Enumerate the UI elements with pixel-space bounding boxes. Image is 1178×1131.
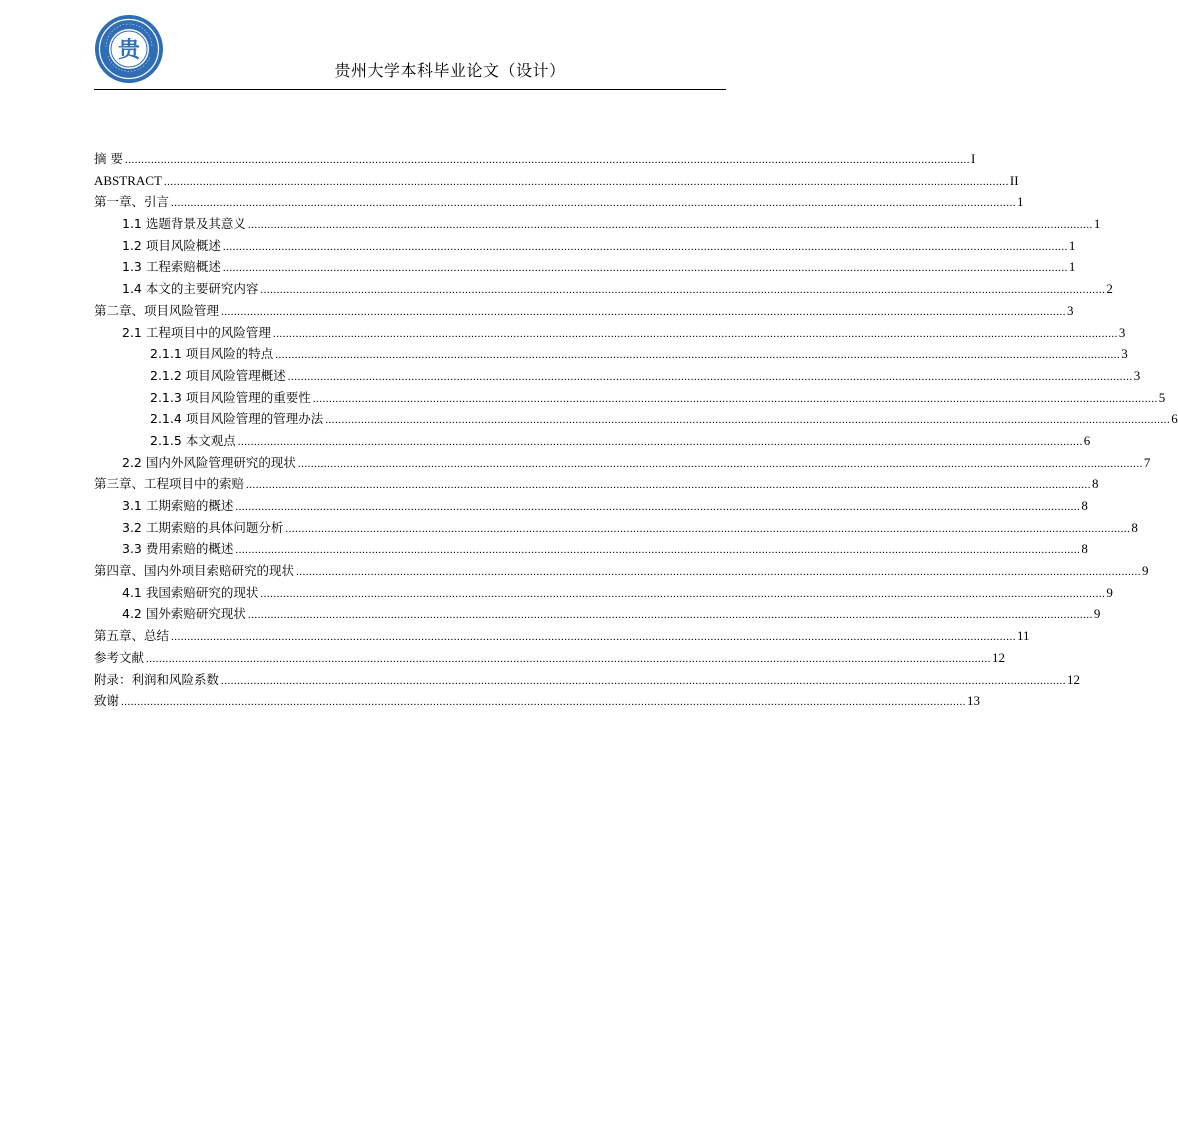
toc-entry[interactable] [94,235,1076,257]
toc-entry[interactable] [94,430,1091,452]
toc-dot-leader: .................................................................................................................................................................................................................................................................... [221,305,1067,318]
toc-entry[interactable] [94,603,1101,625]
toc-dot-leader: .................................................................................................................................................................................................................................................................... [221,674,1067,687]
toc-entry-title: 致谢 [94,693,120,709]
toc-dot-leader: .................................................................................................................................................................................................................................................................... [285,522,1131,535]
toc-dot-leader: .................................................................................................................................................................................................................................................................... [312,392,1158,405]
toc-entry-title: 1.4 本文的主要研究内容 [122,281,259,297]
toc-entry-page: 3 [1118,324,1126,340]
toc-entry-title: 第一章、引言 [94,194,170,210]
toc-dot-leader: .................................................................................................................................................................................................................................................................... [325,414,1171,427]
toc-entry[interactable] [94,517,1138,539]
toc-dot-leader: .................................................................................................................................................................................................................................................................... [163,175,1009,188]
toc-entry[interactable] [94,148,976,170]
toc-entry-page: 3 [1121,346,1128,362]
toc-entry[interactable] [94,669,1081,691]
toc-entry[interactable] [94,170,1019,192]
toc-entry-title: 参考文献 [94,649,145,665]
toc-entry[interactable] [94,690,981,712]
toc-entry-title: 2.1 工程项目中的风险管理 [122,324,271,340]
toc-dot-leader: .................................................................................................................................................................................................................................................................... [235,501,1081,513]
toc-entry[interactable] [94,365,1141,387]
toc-entry-title: 第四章、国内外项目索赔研究的现状 [94,563,295,579]
toc-dot-leader: .................................................................................................................................................................................................................................................................... [296,566,1142,579]
toc-entry-title: 3.2 工期索赔的具体问题分析 [122,519,284,535]
toc-entry-page: 3 [1067,302,1074,318]
toc-dot-leader: .................................................................................................................................................................................................................................................................... [124,154,970,166]
toc-entry-page: 1 [1017,194,1024,210]
toc-entry-page: 8 [1092,476,1099,492]
toc-entry-title: 2.2 国内外风险管理研究的现状 [122,454,296,470]
toc-dot-leader: .................................................................................................................................................................................................................................................................... [222,240,1068,253]
toc-dot-leader: .................................................................................................................................................................................................................................................................... [246,479,1092,492]
toc-entry-page: 11 [1017,628,1030,644]
toc-entry-page: 1 [1093,216,1101,232]
logo-glyph: 贵 [117,38,141,63]
toc-dot-leader: .................................................................................................................................................................................................................................................................... [287,370,1133,383]
toc-entry-page: 1 [1068,237,1076,253]
toc-entry-page: 8 [1081,498,1088,513]
toc-entry-title: 4.1 我国索赔研究的现状 [122,584,259,600]
toc-entry-page: 3 [1133,367,1141,383]
toc-entry-title: 2.1.1 项目风险的特点 [150,346,274,362]
toc-entry[interactable] [94,582,1113,604]
toc-entry-page: 5 [1158,389,1166,405]
toc-entry[interactable] [94,343,1128,365]
toc-entry[interactable] [94,300,1074,322]
toc-entry[interactable] [94,191,1024,213]
toc-entry-page: 8 [1081,541,1088,557]
toc-entry-page: 6 [1171,411,1178,427]
toc-dot-leader: .................................................................................................................................................................................................................................................................... [235,544,1081,557]
toc-entry-page: 12 [992,649,1006,665]
toc-dot-leader: .................................................................................................................................................................................................................................................................... [247,219,1093,232]
toc-dot-leader: .................................................................................................................................................................................................................................................................... [171,631,1017,644]
toc-entry[interactable] [94,408,1178,430]
toc-entry-page: II [1009,172,1019,188]
toc-entry-title: 2.1.3 项目风险管理的重要性 [150,389,311,405]
toc-entry-title: 第二章、项目风险管理 [94,302,220,318]
toc-dot-leader: .................................................................................................................................................................................................................................................................... [260,284,1106,297]
toc-entry-title: ABSTRACT [94,172,162,188]
header-rule [94,89,726,90]
toc-entry[interactable] [94,256,1076,278]
toc-dot-leader: .................................................................................................................................................................................................................................................................... [237,435,1083,448]
toc-entry[interactable] [94,560,1149,582]
toc-entry-title: 1.3 工程索赔概述 [122,259,221,275]
toc-entry-title: 2.1.4 项目风险管理的管理办法 [150,411,324,427]
university-seal-icon [94,14,164,84]
toc-dot-leader: .................................................................................................................................................................................................................................................................... [297,457,1143,470]
toc-entry[interactable] [94,473,1099,495]
toc-entry[interactable] [94,538,1088,560]
toc-entry-page: 2 [1106,281,1113,297]
toc-entry[interactable] [94,495,1088,517]
toc-entry-page: 9 [1142,563,1149,579]
toc-entry[interactable] [94,278,1113,300]
toc-entry-page: I [970,151,976,166]
toc-entry-page: 7 [1143,454,1151,470]
toc-entry[interactable] [94,387,1166,409]
toc-entry-page: 13 [967,693,981,709]
toc-entry-title: 附录：利润和风险系数 [94,671,220,687]
toc-dot-leader: .................................................................................................................................................................................................................................................................... [222,262,1068,275]
toc-entry-title: 摘 要 [94,151,123,166]
toc-entry-page: 12 [1067,671,1081,687]
toc-entry-title: 4.2 国外索赔研究现状 [122,606,246,622]
toc-entry-title: 3.3 费用索赔的概述 [122,541,234,557]
toc-dot-leader: .................................................................................................................................................................................................................................................................... [272,327,1118,340]
toc-entry-title: 2.1.5 本文观点 [150,432,236,448]
toc-dot-leader: .................................................................................................................................................................................................................................................................... [171,197,1017,210]
toc-entry-page: 9 [1093,606,1101,622]
toc-dot-leader: .................................................................................................................................................................................................................................................................... [121,696,967,709]
toc-entry[interactable] [94,322,1126,344]
header-title: 贵州大学本科毕业论文（设计） [334,61,566,80]
toc-entry-page: 8 [1131,519,1138,535]
toc-entry-title: 1.1 选题背景及其意义 [122,216,246,232]
toc-entry-page: 1 [1068,259,1076,275]
toc-entry-title: 第五章、总结 [94,628,170,644]
toc-dot-leader: .................................................................................................................................................................................................................................................................... [146,652,992,665]
toc-entry[interactable] [94,647,1006,669]
toc-entry-page: 9 [1106,584,1113,600]
toc-entry[interactable] [94,625,1030,647]
toc-dot-leader: .................................................................................................................................................................................................................................................................... [247,609,1093,622]
table-of-contents [94,148,1178,712]
toc-entry-title: 3.1 工期索赔的概述 [122,498,234,513]
toc-entry[interactable] [94,452,1151,474]
toc-entry-title: 第三章、工程项目中的索赔 [94,476,245,492]
toc-entry-title: 2.1.2 项目风险管理概述 [150,367,286,383]
toc-entry[interactable] [94,213,1101,235]
toc-entry-title: 1.2 项目风险概述 [122,237,221,253]
toc-dot-leader: .................................................................................................................................................................................................................................................................... [260,587,1106,600]
toc-entry-page: 6 [1083,432,1091,448]
page-header [0,0,800,92]
toc-dot-leader: .................................................................................................................................................................................................................................................................... [275,349,1121,362]
